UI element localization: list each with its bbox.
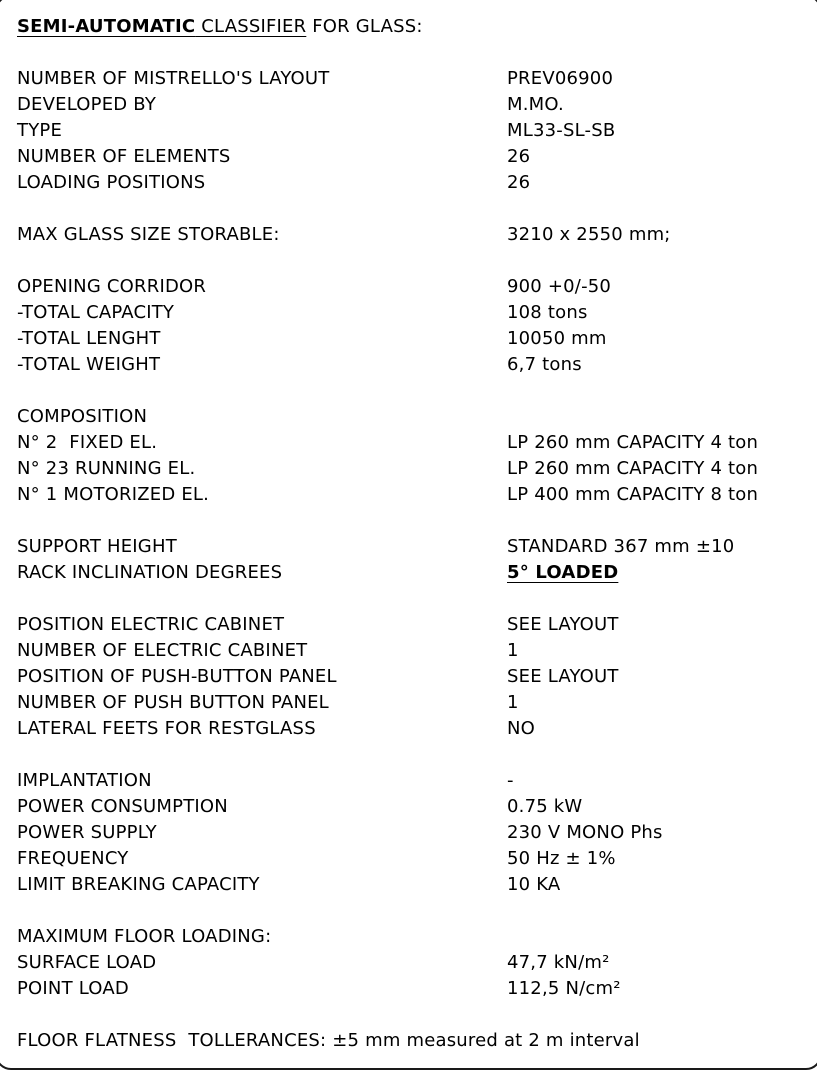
spec-label: LOADING POSITIONS [17,172,206,193]
spec-value: STANDARD 367 mm ±10 [507,536,735,557]
row-composition-heading [17,404,817,430]
row-surface-load [17,950,817,976]
spec-value: LP 260 mm CAPACITY 4 ton [507,432,759,453]
spec-value: LP 260 mm CAPACITY 4 ton [507,458,759,479]
row-type [17,118,817,144]
spec-label: NUMBER OF ELEMENTS [17,146,231,167]
section-floor-loading [17,924,817,1002]
spec-label: -TOTAL CAPACITY [17,302,175,323]
row-total-weight [17,352,817,378]
row-loading-positions [17,170,817,196]
row-frequency [17,846,817,872]
spec-value: 0.75 kW [507,796,583,817]
row-implantation [17,768,817,794]
row-developed-by [17,92,817,118]
spec-sheet [17,14,817,1054]
spec-value: 26 [507,146,531,167]
row-number-push-button-panel [17,690,817,716]
spec-label: N° 23 RUNNING EL. [17,458,196,479]
row-power-supply [17,820,817,846]
spec-value-emphasized: 5° LOADED [507,562,619,583]
row-total-lenght [17,326,817,352]
spec-value: 10 KA [507,874,561,895]
row-number-electric-cabinet [17,638,817,664]
spec-label: NUMBER OF MISTRELLO'S LAYOUT [17,68,330,89]
spec-value: PREV06900 [507,68,614,89]
spec-label: POWER SUPPLY [17,822,157,843]
row-maximum-floor-loading-heading [17,924,817,950]
spec-value: 10050 mm [507,328,607,349]
spec-label: DEVELOPED BY [17,94,157,115]
row-mistrello-layout [17,66,817,92]
spec-value: 26 [507,172,531,193]
spec-label: POWER CONSUMPTION [17,796,228,817]
section-corridor-totals [17,274,817,378]
spec-value: SEE LAYOUT [507,614,619,635]
row-position-push-button-panel [17,664,817,690]
spec-value: M.MO. [507,94,564,115]
spec-label: MAX GLASS SIZE STORABLE: [17,224,280,245]
spec-label: POINT LOAD [17,978,129,999]
spec-label: N° 1 MOTORIZED EL. [17,484,210,505]
spec-label: RACK INCLINATION DEGREES [17,562,283,583]
section-max-glass-size [17,222,817,248]
section-composition [17,404,817,508]
spec-label: COMPOSITION [17,406,148,427]
spec-label: POSITION ELECTRIC CABINET [17,614,285,635]
row-limit-breaking-capacity [17,872,817,898]
spec-value: LP 400 mm CAPACITY 8 ton [507,484,759,505]
spec-label: -TOTAL LENGHT [17,328,161,349]
spec-label: NUMBER OF PUSH BUTTON PANEL [17,692,329,713]
spec-label: IMPLANTATION [17,770,152,791]
spec-label: TYPE [17,120,63,141]
spec-value: 1 [507,640,519,661]
title-emphasis: SEMI-AUTOMATIC [17,16,196,37]
spec-value: NO [507,718,536,739]
spec-label: NUMBER OF ELECTRIC CABINET [17,640,308,661]
section-support-rack [17,534,817,586]
spec-value: 3210 x 2550 mm; [507,224,671,245]
spec-value: ML33-SL-SB [507,120,616,141]
spec-value: 50 Hz ± 1% [507,848,616,869]
spec-label: OPENING CORRIDOR [17,276,207,297]
spec-value: 230 V MONO Phs [507,822,663,843]
row-number-of-elements [17,144,817,170]
spec-label: MAXIMUM FLOOR LOADING: [17,926,272,947]
spec-label: SUPPORT HEIGHT [17,536,177,557]
row-lateral-feets [17,716,817,742]
floor-flatness-note: FLOOR FLATNESS TOLLERANCES: ±5 mm measured at 2 m interval [17,1030,640,1051]
spec-value: 900 +0/-50 [507,276,612,297]
row-fixed-elements [17,430,817,456]
row-max-glass-size [17,222,817,248]
spec-label: POSITION OF PUSH-BUTTON PANEL [17,666,337,687]
spec-label: FREQUENCY [17,848,129,869]
row-motorized-element [17,482,817,508]
spec-label: LATERAL FEETS FOR RESTGLASS [17,718,316,739]
spec-label: LIMIT BREAKING CAPACITY [17,874,260,895]
row-opening-corridor [17,274,817,300]
spec-value: 47,7 kN/m² [507,952,610,973]
spec-value: 1 [507,692,519,713]
spec-value: 112,5 N/cm² [507,978,621,999]
spec-label: N° 2 FIXED EL. [17,432,158,453]
title-underlined: CLASSIFIER [195,16,307,37]
spec-value: 6,7 tons [507,354,582,375]
row-power-consumption [17,794,817,820]
spec-label: -TOTAL WEIGHT [17,354,161,375]
section-identification [17,66,817,196]
row-point-load [17,976,817,1002]
title-rest: FOR GLASS: [306,16,423,37]
row-running-elements [17,456,817,482]
spec-value: 108 tons [507,302,588,323]
row-support-height [17,534,817,560]
row-position-electric-cabinet [17,612,817,638]
row-rack-inclination [17,560,817,586]
row-total-capacity [17,300,817,326]
spec-value: - [507,770,514,791]
section-cabinet-panel [17,612,817,742]
page-title [17,14,817,40]
spec-label: SURFACE LOAD [17,952,157,973]
spec-value: SEE LAYOUT [507,666,619,687]
section-electrical [17,768,817,898]
